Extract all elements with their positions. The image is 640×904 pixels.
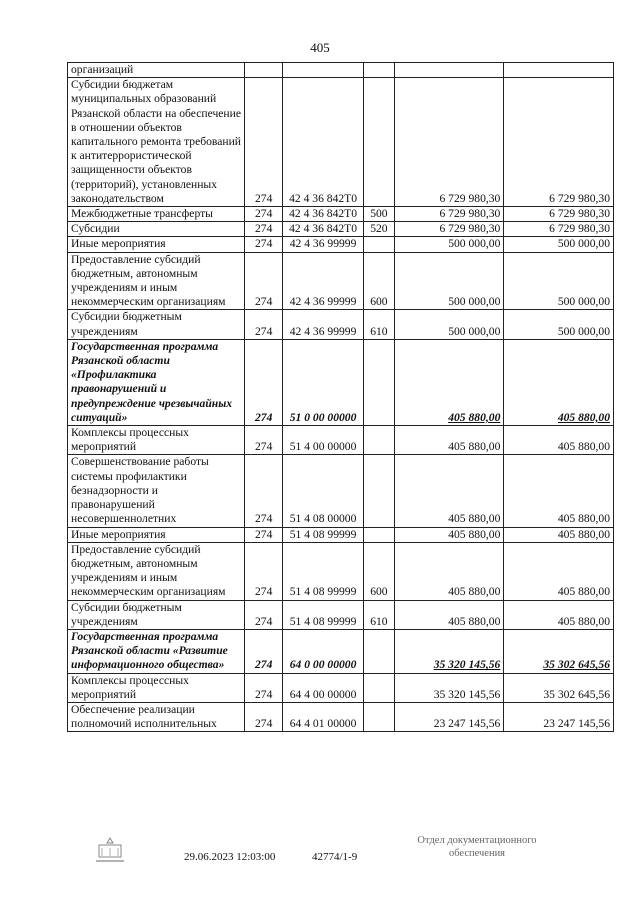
cell-vr	[364, 629, 395, 673]
cell-gr: 274	[245, 207, 283, 222]
cell-gr: 274	[245, 222, 283, 237]
cell-sum2: 6 729 980,30	[504, 222, 614, 237]
cell-vr: 600	[364, 252, 395, 310]
cell-sum2: 405 880,00	[504, 600, 614, 629]
budget-table	[67, 62, 614, 732]
cell-sum1	[394, 63, 504, 78]
cell-name: Комплексы процессных мероприятий	[68, 426, 245, 455]
cell-name: Субсидии бюджетам муниципальных образований Рязанской области на обеспечение в отношении объектов капитального ремонта требований к антитеррористической защищенности объектов (территорий), установленных законодательством	[68, 78, 245, 207]
budget-table-body	[68, 63, 614, 732]
cell-csr: 64 4 01 00000	[283, 702, 364, 731]
table-row	[68, 455, 614, 527]
table-row	[68, 252, 614, 310]
cell-name: Иные мероприятия	[68, 527, 245, 542]
cell-sum1: 405 880,00	[394, 600, 504, 629]
table-row	[68, 310, 614, 339]
cell-csr: 51 4 08 99999	[283, 527, 364, 542]
cell-vr: 500	[364, 207, 395, 222]
cell-name: Субсидии бюджетным учреждениям	[68, 310, 245, 339]
cell-vr	[364, 702, 395, 731]
cell-name: Иные мероприятия	[68, 237, 245, 252]
cell-sum2: 405 880,00	[504, 426, 614, 455]
cell-sum2: 6 729 980,30	[504, 207, 614, 222]
table-row	[68, 339, 614, 425]
cell-sum1: 405 880,00	[394, 542, 504, 600]
cell-gr: 274	[245, 527, 283, 542]
cell-gr: 274	[245, 600, 283, 629]
cell-sum2: 405 880,00	[504, 527, 614, 542]
cell-csr: 42 4 36 99999	[283, 310, 364, 339]
cell-csr: 42 4 36 99999	[283, 237, 364, 252]
cell-name: Комплексы процессных мероприятий	[68, 673, 245, 702]
cell-gr: 274	[245, 252, 283, 310]
cell-sum1: 405 880,00	[394, 455, 504, 527]
cell-sum1: 23 247 145,56	[394, 702, 504, 731]
cell-csr: 51 4 08 99999	[283, 600, 364, 629]
cell-sum1: 6 729 980,30	[394, 207, 504, 222]
cell-csr: 42 4 36 99999	[283, 252, 364, 310]
cell-name: Межбюджетные трансферты	[68, 207, 245, 222]
cell-sum1: 405 880,00	[394, 339, 504, 425]
cell-sum1: 405 880,00	[394, 527, 504, 542]
cell-sum2: 405 880,00	[504, 455, 614, 527]
table-row	[68, 629, 614, 673]
cell-name: Государственная программа Рязанской области «Развитие информационного общества»	[68, 629, 245, 673]
cell-vr	[364, 63, 395, 78]
cell-gr: 274	[245, 673, 283, 702]
page-number: 405	[310, 40, 330, 55]
cell-sum2: 500 000,00	[504, 252, 614, 310]
cell-vr	[364, 237, 395, 252]
coat-of-arms-icon	[93, 836, 127, 866]
cell-vr	[364, 78, 395, 207]
footer-doc-code: 42774/1-9	[312, 851, 358, 863]
cell-vr: 600	[364, 542, 395, 600]
cell-gr: 274	[245, 702, 283, 731]
cell-gr: 274	[245, 310, 283, 339]
cell-sum1: 6 729 980,30	[394, 78, 504, 207]
cell-csr: 42 4 36 842T0	[283, 222, 364, 237]
cell-gr: 274	[245, 629, 283, 673]
cell-sum2: 23 247 145,56	[504, 702, 614, 731]
cell-name: организаций	[68, 63, 245, 78]
cell-name: Предоставление субсидий бюджетным, автономным учреждениям и иным некоммерческим организациям	[68, 542, 245, 600]
department-stamp	[402, 834, 552, 860]
cell-sum1: 6 729 980,30	[394, 222, 504, 237]
cell-name: Совершенствование работы системы профилактики безнадзорности и правонарушений несовершеннолетних	[68, 455, 245, 527]
cell-gr: 274	[245, 237, 283, 252]
cell-gr: 274	[245, 455, 283, 527]
cell-sum1: 500 000,00	[394, 310, 504, 339]
cell-sum1: 35 320 145,56	[394, 629, 504, 673]
cell-vr: 520	[364, 222, 395, 237]
table-row	[68, 207, 614, 222]
cell-name: Субсидии	[68, 222, 245, 237]
cell-name: Обеспечение реализации полномочий исполнительных	[68, 702, 245, 731]
cell-csr	[283, 63, 364, 78]
cell-gr: 274	[245, 339, 283, 425]
table-row	[68, 78, 614, 207]
cell-vr	[364, 455, 395, 527]
table-row	[68, 702, 614, 731]
cell-name: Государственная программа Рязанской области «Профилактика правонарушений и предупреждение чрезвычайных ситуаций»	[68, 339, 245, 425]
table-row	[68, 222, 614, 237]
cell-sum2: 35 302 645,56	[504, 629, 614, 673]
cell-vr: 610	[364, 310, 395, 339]
cell-vr	[364, 339, 395, 425]
cell-csr: 42 4 36 842T0	[283, 78, 364, 207]
cell-sum2: 405 880,00	[504, 339, 614, 425]
cell-name: Субсидии бюджетным учреждениям	[68, 600, 245, 629]
cell-csr: 42 4 36 842T0	[283, 207, 364, 222]
cell-sum2: 500 000,00	[504, 310, 614, 339]
cell-csr: 51 4 08 99999	[283, 542, 364, 600]
cell-vr	[364, 673, 395, 702]
table-row	[68, 237, 614, 252]
cell-sum2: 405 880,00	[504, 542, 614, 600]
table-row	[68, 542, 614, 600]
cell-csr: 51 4 08 00000	[283, 455, 364, 527]
table-row	[68, 600, 614, 629]
cell-gr: 274	[245, 78, 283, 207]
cell-csr: 51 0 00 00000	[283, 339, 364, 425]
table-row	[68, 426, 614, 455]
cell-sum1: 35 320 145,56	[394, 673, 504, 702]
table-row	[68, 673, 614, 702]
cell-name: Предоставление субсидий бюджетным, автономным учреждениям и иным некоммерческим организациям	[68, 252, 245, 310]
cell-sum1: 500 000,00	[394, 252, 504, 310]
stamp-line-1: Отдел документационного	[417, 835, 537, 846]
cell-sum2: 35 302 645,56	[504, 673, 614, 702]
cell-gr	[245, 63, 283, 78]
stamp-line-2: обеспечения	[448, 848, 506, 859]
cell-vr	[364, 426, 395, 455]
cell-gr: 274	[245, 542, 283, 600]
cell-vr	[364, 527, 395, 542]
cell-sum2: 500 000,00	[504, 237, 614, 252]
cell-csr: 64 0 00 00000	[283, 629, 364, 673]
footer-datetime: 29.06.2023 12:03:00	[184, 851, 276, 863]
cell-sum2	[504, 63, 614, 78]
cell-csr: 64 4 00 00000	[283, 673, 364, 702]
cell-csr: 51 4 00 00000	[283, 426, 364, 455]
cell-sum1: 405 880,00	[394, 426, 504, 455]
cell-sum2: 6 729 980,30	[504, 78, 614, 207]
table-row	[68, 527, 614, 542]
cell-sum1: 500 000,00	[394, 237, 504, 252]
cell-gr: 274	[245, 426, 283, 455]
cell-vr: 610	[364, 600, 395, 629]
table-row	[68, 63, 614, 78]
